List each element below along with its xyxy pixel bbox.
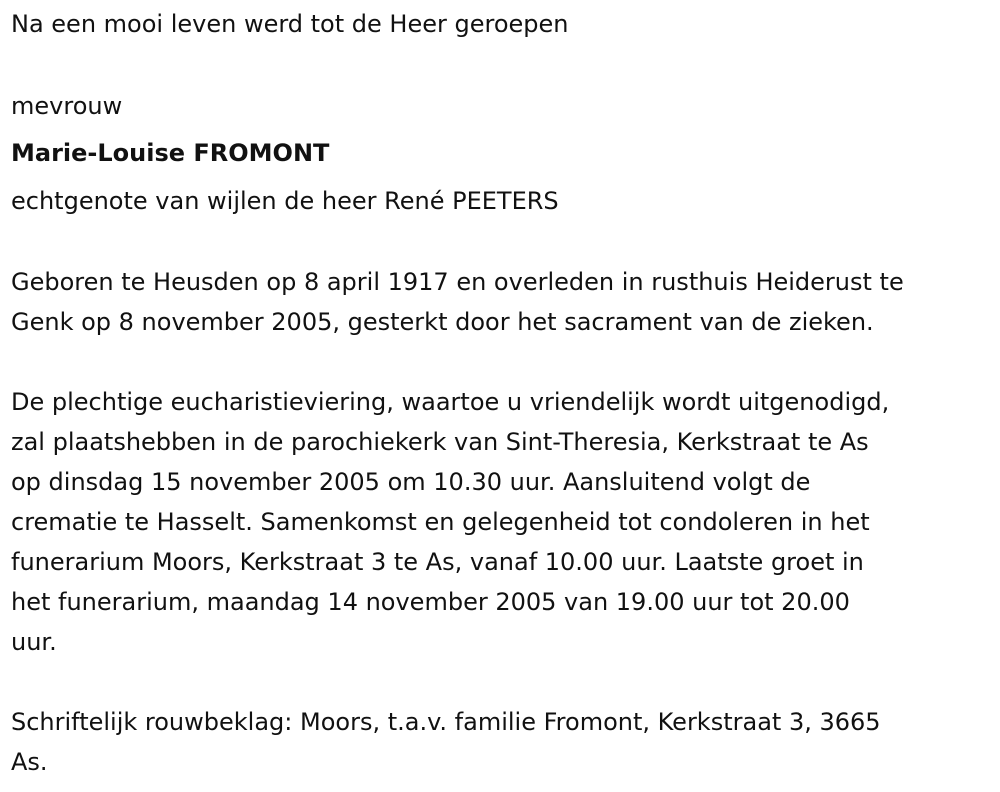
paragraph-line: op dinsdag 15 november 2005 om 10.30 uur. Aansluitend volgt de <box>11 468 811 496</box>
paragraph-line: Schriftelijk rouwbeklag: Moors, t.a.v. familie Fromont, Kerkstraat 3, 3665 <box>11 708 881 736</box>
paragraph-line: uur. <box>11 628 57 656</box>
paragraph-line: As. <box>11 748 48 776</box>
intro-line: Na een mooi leven werd tot de Heer geroepen <box>11 10 569 38</box>
paragraph-line: Geboren te Heusden op 8 april 1917 en overleden in rusthuis Heiderust te <box>11 268 904 296</box>
spouse-line: echtgenote van wijlen de heer René PEETERS <box>11 187 559 215</box>
paragraph-line: Genk op 8 november 2005, gesterkt door het sacrament van de zieken. <box>11 308 874 336</box>
paragraph-line: zal plaatshebben in de parochiekerk van Sint-Theresia, Kerkstraat te As <box>11 428 869 456</box>
salutation: mevrouw <box>11 92 123 120</box>
paragraph-line: het funerarium, maandag 14 november 2005 van 19.00 uur tot 20.00 <box>11 588 850 616</box>
paragraph-line: De plechtige eucharistieviering, waartoe u vriendelijk wordt uitgenodigd, <box>11 388 890 416</box>
deceased-name: Marie-Louise FROMONT <box>11 139 330 167</box>
paragraph-line: crematie te Hasselt. Samenkomst en gelegenheid tot condoleren in het <box>11 508 870 536</box>
paragraph-line: funerarium Moors, Kerkstraat 3 te As, vanaf 10.00 uur. Laatste groet in <box>11 548 864 576</box>
